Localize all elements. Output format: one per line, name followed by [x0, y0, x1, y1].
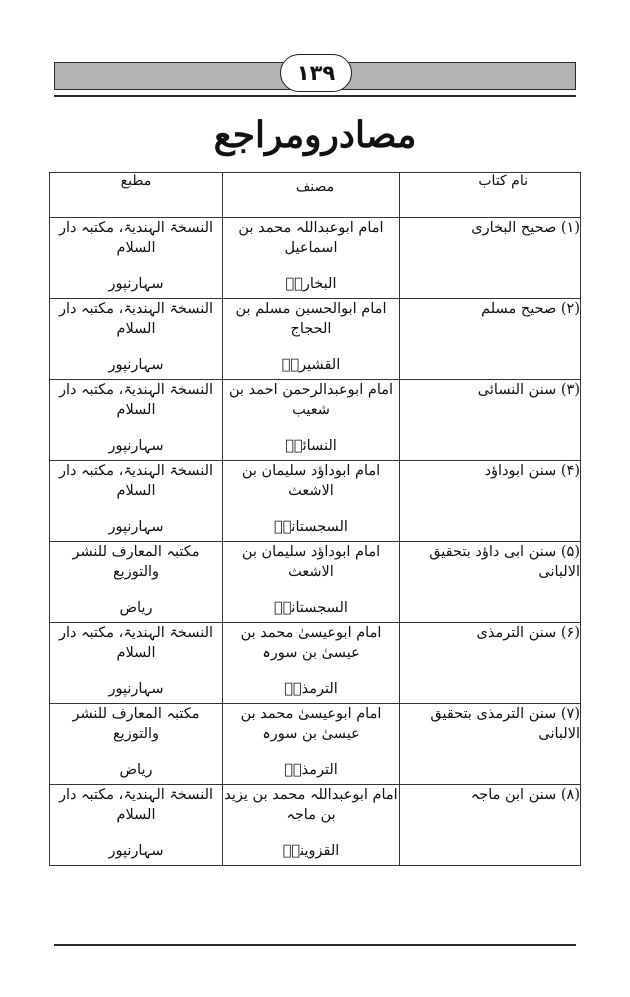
publisher-line: النسخۃ الہندیۃ، مکتبہ دار السلام	[58, 463, 214, 499]
page-number-badge	[280, 54, 352, 92]
author-line: امام ابوالحسین مسلم بن الحجاج	[235, 301, 387, 337]
page-title: مصادرومراجع	[213, 114, 417, 156]
publisher-cell	[50, 380, 223, 461]
book-title: (۴) سنن ابوداؤد	[484, 463, 580, 479]
publisher-line: سہارنپور	[108, 681, 164, 697]
book-title: (۲) صحیح مسلم	[481, 301, 580, 317]
book-title: (۵) سنن ابی داؤد بتحقیق الالبانی	[429, 544, 580, 580]
publisher-line: ریاض	[119, 762, 153, 778]
author-cell	[223, 218, 400, 299]
table-header-row	[50, 173, 581, 218]
publisher-cell	[50, 299, 223, 380]
book-title: (۸) سنن ابن ماجہ	[470, 787, 580, 803]
book-title: (۱) صحیح البخاری	[471, 220, 580, 236]
table-row	[50, 218, 581, 299]
author-cell	[223, 299, 400, 380]
publisher-cell	[50, 461, 223, 542]
book-cell	[400, 380, 581, 461]
book-title: (۳) سنن النسائی	[477, 382, 580, 398]
publisher-line: ریاض	[119, 600, 153, 616]
author-line: الترمذیؒ	[284, 681, 338, 697]
publisher-line: مکتبہ المعارف للنشر والتوزیع	[72, 706, 200, 742]
book-cell	[400, 623, 581, 704]
author-line: امام ابوعبداللہ محمد بن اسماعیل	[238, 220, 384, 256]
book-cell	[400, 299, 581, 380]
publisher-line: النسخۃ الہندیۃ، مکتبہ دار السلام	[58, 787, 214, 823]
publisher-line: سہارنپور	[108, 843, 164, 859]
book-cell	[400, 461, 581, 542]
author-cell	[223, 461, 400, 542]
publisher-cell	[50, 218, 223, 299]
author-line: السجستانیؒ	[274, 519, 348, 535]
book-title: (۶) سنن الترمذی	[476, 625, 580, 641]
book-cell	[400, 704, 581, 785]
table-row	[50, 704, 581, 785]
book-title: (۷) سنن الترمذی بتحقیق الالبانی	[430, 706, 580, 742]
author-cell	[223, 623, 400, 704]
author-line: امام ابوعیسیٰ محمد بن عیسیٰ بن سورہ	[240, 706, 382, 742]
author-line: امام ابوداؤد سلیمان بن الاشعث	[241, 544, 381, 580]
column-header-book: نام کتاب	[400, 173, 581, 218]
publisher-cell	[50, 704, 223, 785]
publisher-line: النسخۃ الہندیۃ، مکتبہ دار السلام	[58, 625, 214, 661]
table-row	[50, 461, 581, 542]
table-row	[50, 542, 581, 623]
page-number: ۱۳۹	[296, 61, 336, 85]
publisher-line: النسخۃ الہندیۃ، مکتبہ دار السلام	[58, 382, 214, 418]
author-line: امام ابوعبداللہ محمد بن یزید بن ماجہ	[224, 787, 398, 823]
author-line: امام ابوعیسیٰ محمد بن عیسیٰ بن سورہ	[240, 625, 382, 661]
author-line: الترمذیؒ	[284, 762, 338, 778]
publisher-line: سہارنپور	[108, 276, 164, 292]
publisher-line: سہارنپور	[108, 357, 164, 373]
publisher-cell	[50, 623, 223, 704]
table-row	[50, 380, 581, 461]
table-row	[50, 299, 581, 380]
book-cell	[400, 218, 581, 299]
table-row	[50, 785, 581, 866]
publisher-line: النسخۃ الہندیۃ، مکتبہ دار السلام	[58, 220, 214, 256]
publisher-cell	[50, 785, 223, 866]
table-row	[50, 623, 581, 704]
author-cell	[223, 542, 400, 623]
book-cell	[400, 785, 581, 866]
author-cell	[223, 380, 400, 461]
publisher-line: سہارنپور	[108, 438, 164, 454]
header-rule	[54, 95, 576, 97]
author-cell	[223, 704, 400, 785]
author-line: القزوینیؒ	[282, 843, 340, 859]
publisher-line: سہارنپور	[108, 519, 164, 535]
publisher-cell	[50, 542, 223, 623]
author-line: السجستانیؒ	[274, 600, 348, 616]
column-header-author: مصنف	[223, 173, 400, 218]
author-cell	[223, 785, 400, 866]
publisher-line: النسخۃ الہندیۃ، مکتبہ دار السلام	[58, 301, 214, 337]
author-line: امام ابوعبدالرحمن احمد بن شعیب	[228, 382, 394, 418]
author-line: القشیریؒ	[281, 357, 341, 373]
footer-rule	[54, 944, 576, 946]
book-cell	[400, 542, 581, 623]
references-table	[49, 172, 581, 866]
author-line: امام ابوداؤد سلیمان بن الاشعث	[241, 463, 381, 499]
column-header-publisher: مطبع	[50, 173, 223, 218]
author-line: النسائیؒ	[285, 438, 337, 454]
publisher-line: مکتبہ المعارف للنشر والتوزیع	[72, 544, 200, 580]
author-line: البخاریؒ	[285, 276, 337, 292]
